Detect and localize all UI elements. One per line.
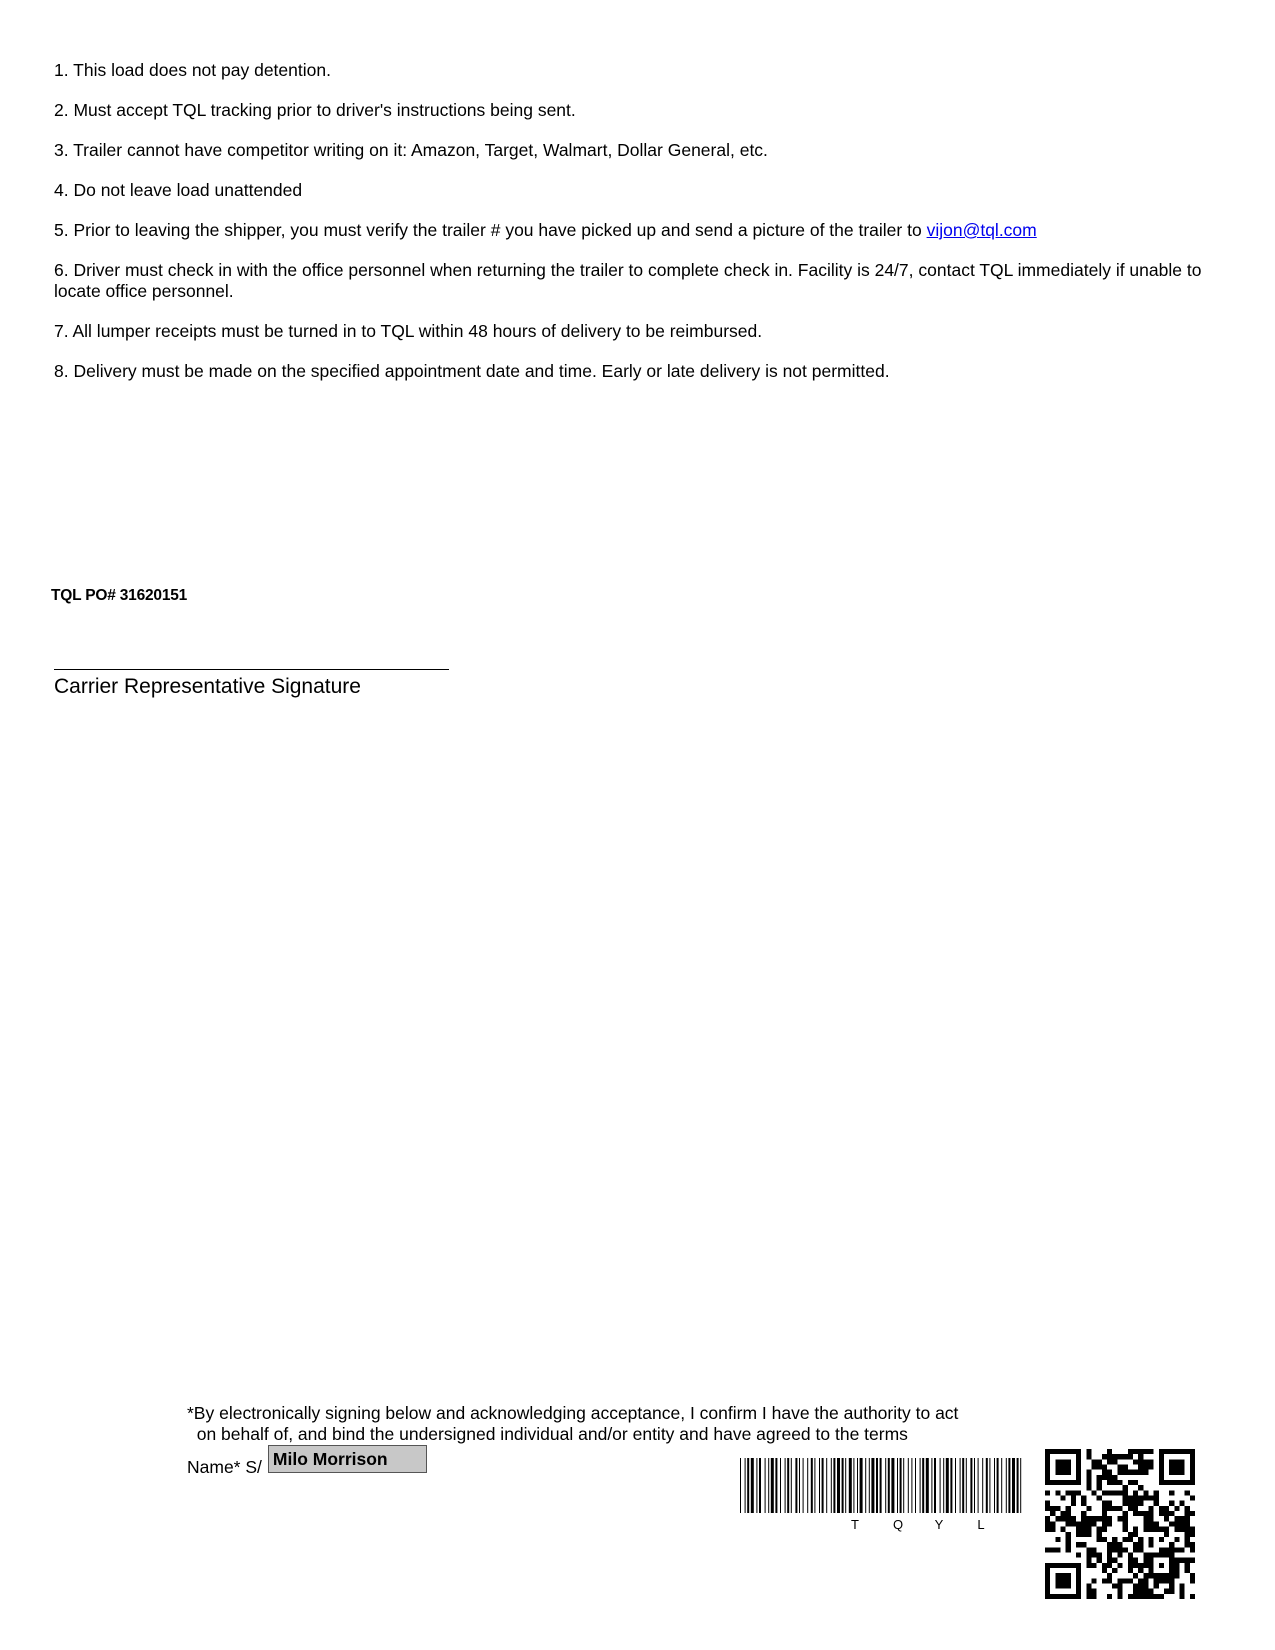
rule-2 [54,100,1204,121]
rule-6-text: 6. Driver must check in with the office personnel when returning the trailer to complete check in. Facility is 24/7, contact TQL immediately if unable to locate office personnel. [54,260,1202,301]
acknowledgement-text [187,1403,958,1445]
name-input[interactable]: Milo Morrison [268,1445,427,1473]
barcode-char: T [851,1517,859,1532]
rule-1 [54,60,1204,81]
po-number: TQL PO# 31620151 [51,587,188,604]
acknowledgement-line-1: *By electronically signing below and acknowledging acceptance, I confirm I have the authority to act [187,1403,959,1423]
signature-line [54,669,449,670]
rule-1-text: 1. This load does not pay detention. [54,60,331,80]
rule-5 [54,220,1204,241]
rule-3-text: 3. Trailer cannot have competitor writing on it: Amazon, Target, Walmart, Dollar General, etc. [54,140,768,160]
rule-6 [54,260,1204,302]
rule-7 [54,321,1204,342]
name-signature-row [187,1445,427,1477]
barcode [740,1458,1025,1538]
barcode-char: L [977,1517,985,1532]
barcode-char: Y [934,1517,944,1532]
email-link[interactable]: vijon@tql.com [926,220,1037,240]
signature-label: Carrier Representative Signature [54,675,361,698]
barcode-chars [851,1517,985,1532]
rule-2-text: 2. Must accept TQL tracking prior to driver's instructions being sent. [54,100,576,120]
qr-code [1045,1449,1195,1599]
rule-8 [54,361,1204,382]
rule-7-text: 7. All lumper receipts must be turned in to TQL within 48 hours of delivery to be reimbursed. [54,321,763,341]
qr-modules [1045,1449,1195,1599]
rule-5-text: 5. Prior to leaving the shipper, you must verify the trailer # you have picked up and send a picture of the trailer to [54,220,927,240]
rule-8-text: 8. Delivery must be made on the specified appointment date and time. Early or late delivery is not permitted. [54,361,890,381]
name-label: Name* S/ [187,1457,262,1477]
rule-4-text: 4. Do not leave load unattended [54,180,303,200]
rule-3 [54,140,1204,161]
acknowledgement-line-2: on behalf of, and bind the undersigned individual and/or entity and have agreed to the terms [187,1424,908,1444]
instructions-list [54,60,1204,401]
barcode-bars [740,1458,1021,1513]
rule-4 [54,180,1204,201]
barcode-char: Q [892,1517,904,1532]
